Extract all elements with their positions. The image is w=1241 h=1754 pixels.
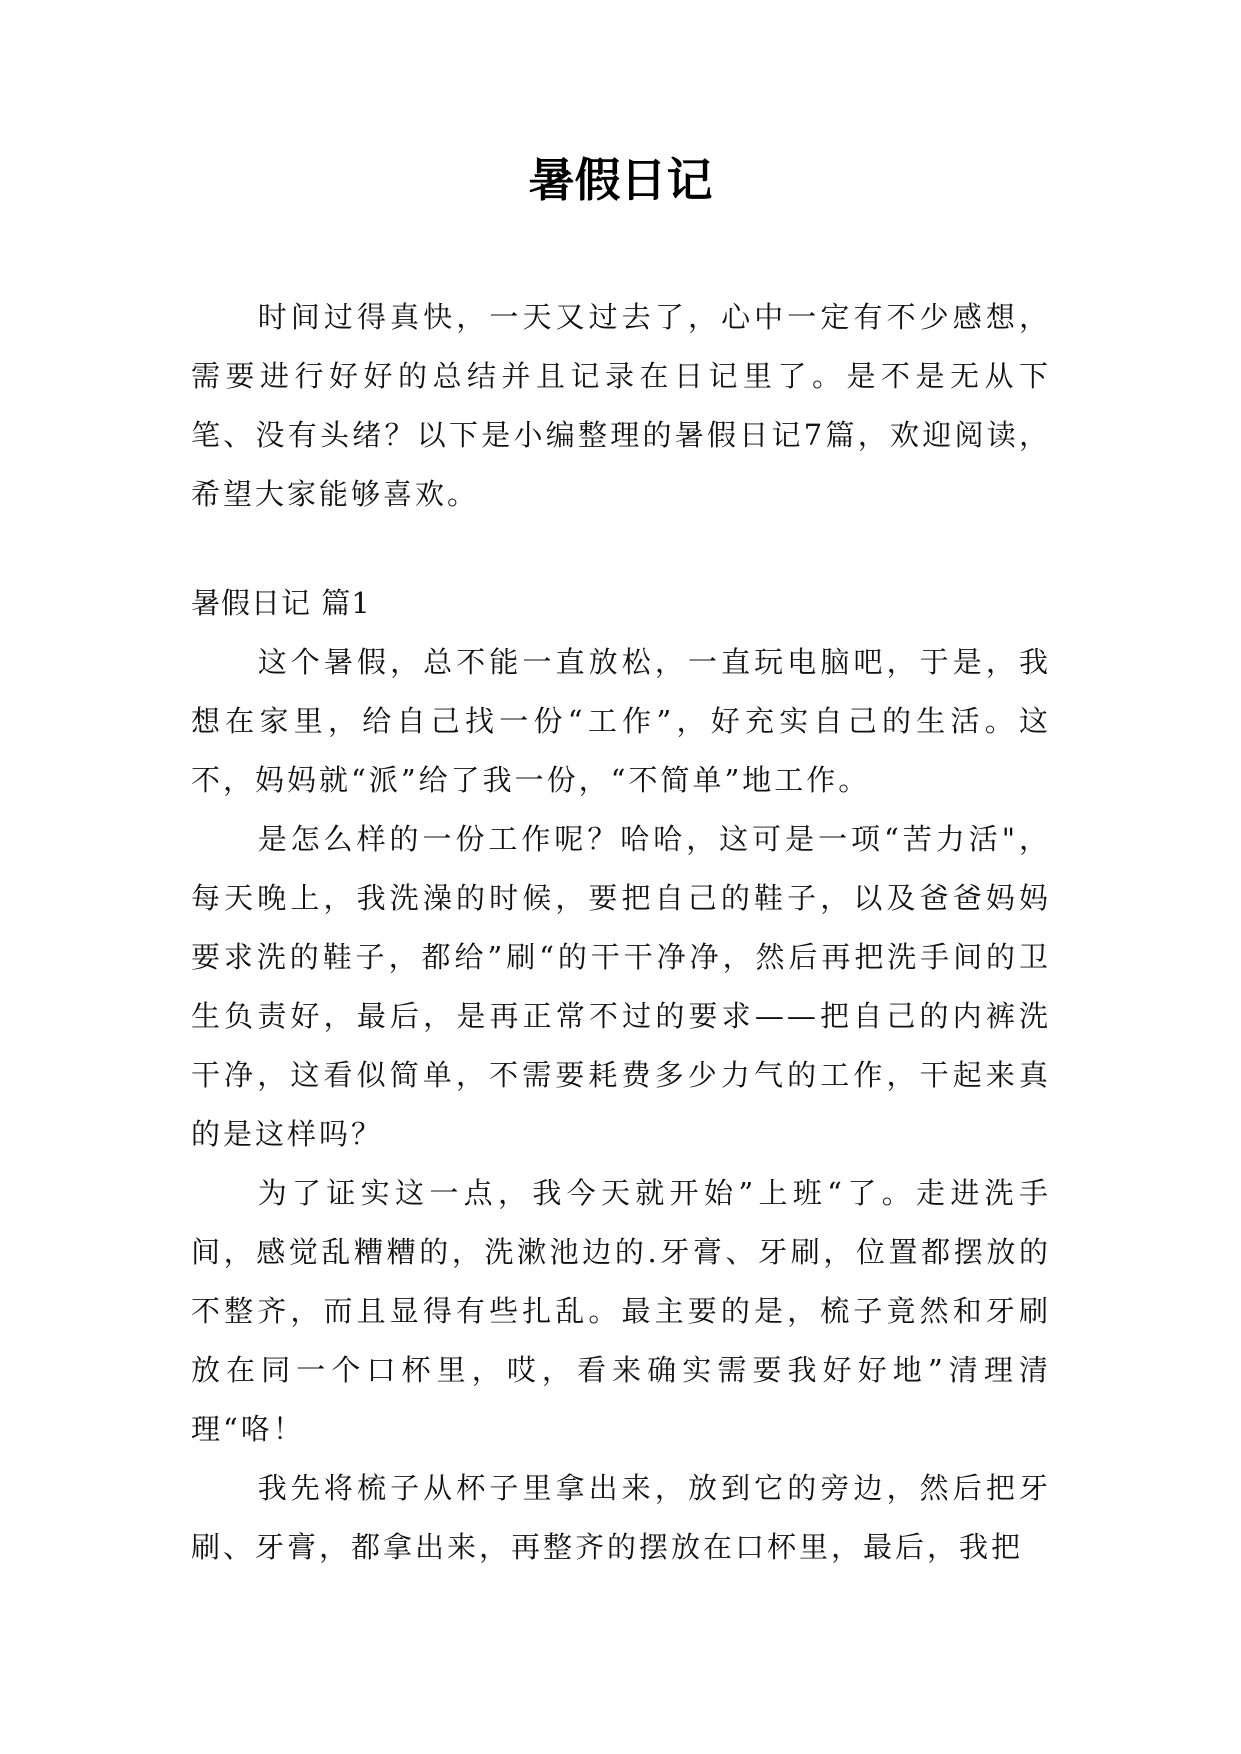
body-paragraph: 这个暑假，总不能一直放松，一直玩电脑吧，于是，我想在家里，给自己找一份“工作”，好充实自己的生活。这不，妈妈就“派”给了我一份，“不简单”地工作。 xyxy=(191,645,1051,797)
intro-paragraph: 时间过得真快，一天又过去了，心中一定有不少感想，需要进行好好的总结并且记录在日记里了。是不是无从下笔、没有头绪？以下是小编整理的暑假日记7篇，欢迎阅读，希望大家能够喜欢。 xyxy=(191,300,1051,511)
diary-section-1 xyxy=(191,574,1051,1577)
intro-block xyxy=(191,288,1051,524)
body-paragraph: 是怎么样的一份工作呢？哈哈，这可是一项“苦力活"，每天晚上，我洗澡的时候，要把自己的鞋子，以及爸爸妈妈要求洗的鞋子，都给”刷“的干干净净，然后再把洗手间的卫生负责好，最后，是再正常不过的要求——把自己的内裤洗干净，这看似简单，不需要耗费多少力气的工作，干起来真的是这样吗？ xyxy=(191,822,1051,1151)
page-title: 暑假日记 xyxy=(528,153,713,207)
body-paragraph: 我先将梳子从杯子里拿出来，放到它的旁边，然后把牙刷、牙膏，都拿出来，再整齐的摆放在口杯里，最后，我把 xyxy=(191,1471,1051,1564)
body-paragraph: 为了证实这一点，我今天就开始”上班“了。走进洗手间，感觉乱糟糟的，洗漱池边的.牙膏、牙刷，位置都摆放的不整齐，而且显得有些扎乱。最主要的是，梳子竟然和牙刷放在同一个口杯里，哎，看来确实需要我好好地”清理清理“咯！ xyxy=(191,1176,1051,1446)
section-heading: 暑假日记 篇1 xyxy=(191,586,371,620)
